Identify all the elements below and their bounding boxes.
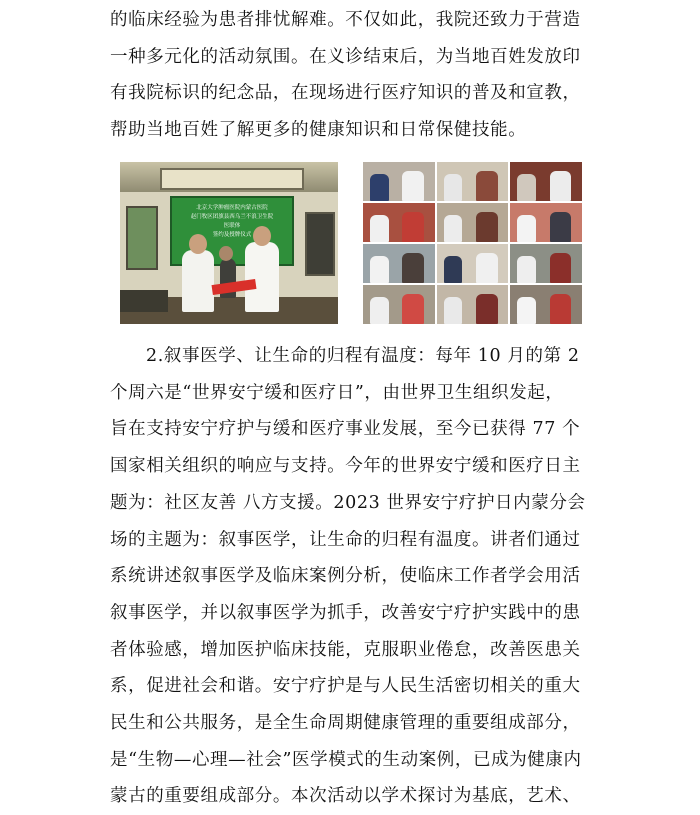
text-line: 场的主题为：叙事医学，让生命的归程有温度。讲者们通过 — [110, 529, 581, 550]
photo-figure — [476, 253, 498, 283]
photo-figure — [550, 171, 571, 201]
photo-figure — [476, 294, 498, 324]
photo-figure — [444, 256, 463, 283]
photo-figure — [402, 253, 423, 283]
photo-head — [253, 226, 271, 246]
clinic-photo-mosaic — [363, 162, 582, 324]
text-line — [110, 338, 592, 375]
text-line: 叙事医学，并以叙事医学为抓手，改善安宁疗护实践中的患 — [110, 602, 581, 623]
paragraph-narrative-medicine — [110, 338, 592, 815]
photo-figure — [402, 212, 423, 242]
signing-ceremony-photo — [120, 162, 338, 324]
mosaic-photo-tile — [510, 162, 582, 201]
mosaic-photo-tile — [437, 285, 509, 324]
photo-figure — [517, 215, 536, 242]
mosaic-photo-tile — [363, 162, 435, 201]
photo-figure — [444, 174, 463, 201]
photo-figure — [370, 297, 389, 324]
text-line: 国家相关组织的响应与支持。今年的世界安宁缓和医疗日主 — [110, 456, 581, 477]
mosaic-photo-tile — [510, 203, 582, 242]
banner-line: 北京大学肿瘤医院内蒙古医院 — [196, 205, 268, 211]
photo-figure — [517, 174, 536, 201]
text-line: 有我院标识的纪念品，在现场进行医疗知识的普及和宣教， — [110, 83, 581, 104]
mosaic-photo-tile — [510, 285, 582, 324]
photo-window-left — [126, 206, 158, 270]
photo-window-right — [305, 212, 335, 276]
photo-figure — [402, 294, 423, 324]
text-line: 民生和公共服务，是全生命周期健康管理的重要组成部分， — [110, 713, 581, 734]
mosaic-photo-tile — [437, 244, 509, 283]
photo-head — [189, 234, 207, 254]
mosaic-photo-tile — [510, 244, 582, 283]
photo-figure — [517, 297, 536, 324]
text-line: 的临床经验为患者排忧解难。不仅如此，我院还致力于营造 — [110, 10, 581, 30]
photo-ceiling — [120, 162, 338, 192]
text-line: 系，促进社会和谐。安宁疗护是与人民生活密切相关的重大 — [110, 676, 581, 697]
photo-desk — [120, 290, 168, 312]
photo-figure — [370, 174, 389, 201]
photo-figure — [444, 297, 463, 324]
photo-ceiling-panel — [160, 168, 304, 190]
photo-head — [219, 246, 233, 261]
text-line: 系统讲述叙事医学及临床案例分析，使临床工作者学会用活 — [110, 566, 581, 587]
photo-figure — [444, 215, 463, 242]
banner-line: 医联体 — [223, 223, 241, 229]
banner-line: 签约及授牌仪式 — [212, 232, 252, 238]
text-line: 帮助当地百姓了解更多的健康知识和日常保健技能。 — [110, 120, 527, 141]
photo-figure — [402, 171, 423, 201]
mosaic-photo-tile — [437, 203, 509, 242]
photo-figure — [550, 294, 571, 324]
text-line: 者体验感，增加医护临床技能，克服职业倦怠，改善医患关 — [110, 639, 581, 660]
photo-figure — [517, 256, 536, 283]
mosaic-photo-tile — [437, 162, 509, 201]
text-line: 题为：社区友善 八方支援。2023 世界安宁疗护日内蒙分会 — [110, 492, 586, 513]
paragraph-charity-clinic — [110, 2, 592, 149]
mosaic-photo-tile — [363, 244, 435, 283]
photo-figure — [370, 215, 389, 242]
text-run: 2.叙事医学、让生命的归程有温度：每年 10 月的第 2 — [146, 346, 580, 366]
photo-figure — [550, 253, 571, 283]
text-line: 个周六是“世界安宁缓和医疗日”，由世界卫生组织发起， — [110, 382, 564, 403]
photo-figure — [476, 171, 498, 201]
photo-figure — [550, 212, 571, 242]
text-line: 旨在支持安宁疗护与缓和医疗事业发展，至今已获得 77 个 — [110, 419, 581, 440]
photo-figure — [476, 212, 498, 242]
banner-line: 赵门牧区团旗县西乌兰不浪卫生院 — [190, 214, 274, 220]
text-line: 蒙古的重要组成部分。本次活动以学术探讨为基底，艺术、 — [110, 786, 581, 807]
text-line: 是“生物—心理—社会”医学模式的生动案例，已成为健康内 — [110, 749, 582, 770]
mosaic-photo-tile — [363, 285, 435, 324]
photo-figure — [370, 256, 389, 283]
photo-person-doctor-left — [182, 250, 214, 312]
text-line: 一种多元化的活动氛围。在义诊结束后，为当地百姓发放印 — [110, 46, 581, 67]
photo-person-doctor-right — [245, 242, 279, 312]
mosaic-photo-tile — [363, 203, 435, 242]
